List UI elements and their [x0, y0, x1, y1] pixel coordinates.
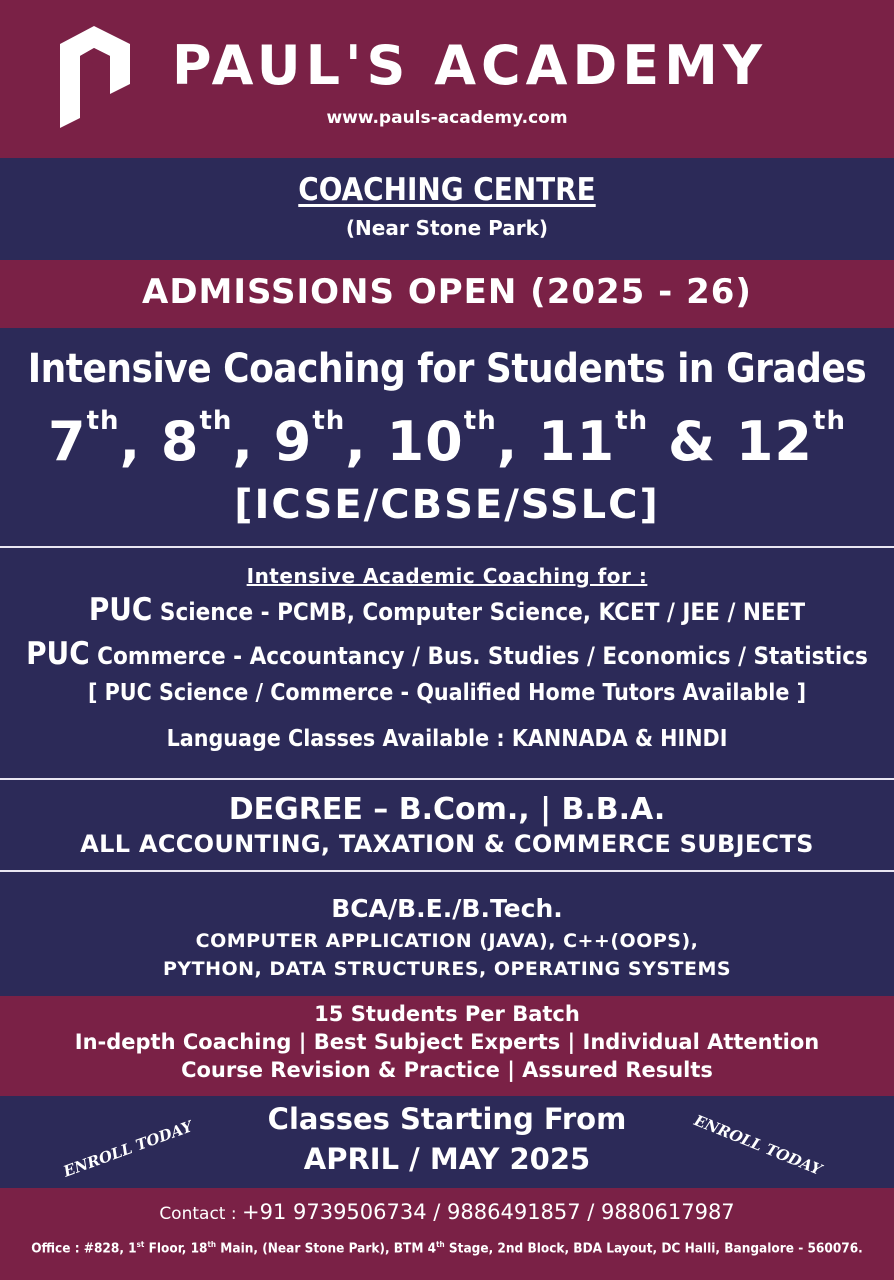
contact-label: Contact :	[159, 1204, 242, 1224]
header-band	[0, 0, 894, 158]
brand-name: PAUL'S ACADEMY	[172, 34, 767, 97]
classes-start-band	[0, 1096, 894, 1188]
batch-features-line2: Course Revision & Practice | Assured Results	[181, 1058, 713, 1082]
coaching-centre-band	[0, 158, 894, 260]
classes-start-date: APRIL / MAY 2025	[303, 1142, 591, 1176]
grades-list	[0, 406, 894, 473]
coaching-centre-title: COACHING CENTRE	[298, 172, 596, 208]
language-classes-text: Language Classes Available : KANNADA & HINDI	[166, 726, 728, 752]
enroll-today-stamp: ENROLL TODAY	[691, 1111, 825, 1179]
contact-line	[0, 1200, 894, 1224]
puc-heading: Intensive Academic Coaching for :	[246, 564, 648, 588]
contact-phones[interactable]: +91 9739506734 / 9886491857 / 9880617987	[242, 1200, 735, 1224]
degree-subjects: ALL ACCOUNTING, TAXATION & COMMERCE SUBJECTS	[80, 830, 814, 858]
bca-title: BCA/B.E./B.Tech.	[331, 894, 563, 923]
grade-item: 10th,	[386, 406, 539, 473]
grades-heading: Intensive Coaching for Students in Grades	[27, 346, 867, 392]
grade-item: 11th &	[538, 406, 736, 473]
puc-commerce-line: PUC Commerce - Accountancy / Bus. Studies / Economics / Statistics	[26, 636, 868, 672]
website-link[interactable]: www.pauls-academy.com	[326, 108, 568, 128]
office-address: Office : #828, 1st Floor, 18th Main, (Near Stone Park), BTM 4th Stage, 2nd Block, BDA Layout, DC Halli, Bangalore - 560076.	[31, 1240, 863, 1257]
degree-title: DEGREE – B.Com., | B.B.A.	[228, 792, 666, 827]
bca-band	[0, 872, 894, 996]
batch-features-line1: In-depth Coaching | Best Subject Experts | Individual Attention	[74, 1030, 820, 1054]
contact-band	[0, 1188, 894, 1280]
coaching-centre-location: (Near Stone Park)	[345, 216, 549, 240]
grade-item: 8th,	[160, 406, 274, 473]
batch-band	[0, 996, 894, 1096]
grade-item: 12th	[735, 406, 846, 473]
admissions-open-text: ADMISSIONS OPEN (2025 - 26)	[142, 272, 752, 312]
grades-band	[0, 328, 894, 546]
bca-subjects-line2: PYTHON, DATA STRUCTURES, OPERATING SYSTEMS	[162, 958, 732, 980]
grade-item: 9th,	[273, 406, 387, 473]
puc-science-line: PUC Science - PCMB, Computer Science, KCET / JEE / NEET	[88, 592, 806, 628]
batch-size-text: 15 Students Per Batch	[314, 1002, 580, 1026]
grade-item: 7th,	[48, 406, 161, 473]
degree-band	[0, 780, 894, 870]
puc-band	[0, 548, 894, 778]
enroll-today-stamp: ENROLL TODAY	[61, 1117, 195, 1181]
bca-subjects-line1: COMPUTER APPLICATION (JAVA), C++(OOPS),	[195, 930, 699, 952]
home-tutors-text: [ PUC Science / Commerce - Qualified Home Tutors Available ]	[87, 680, 807, 706]
classes-start-heading: Classes Starting From	[267, 1102, 627, 1136]
admissions-band	[0, 260, 894, 328]
boards-text: [ICSE/CBSE/SSLC]	[234, 482, 660, 528]
